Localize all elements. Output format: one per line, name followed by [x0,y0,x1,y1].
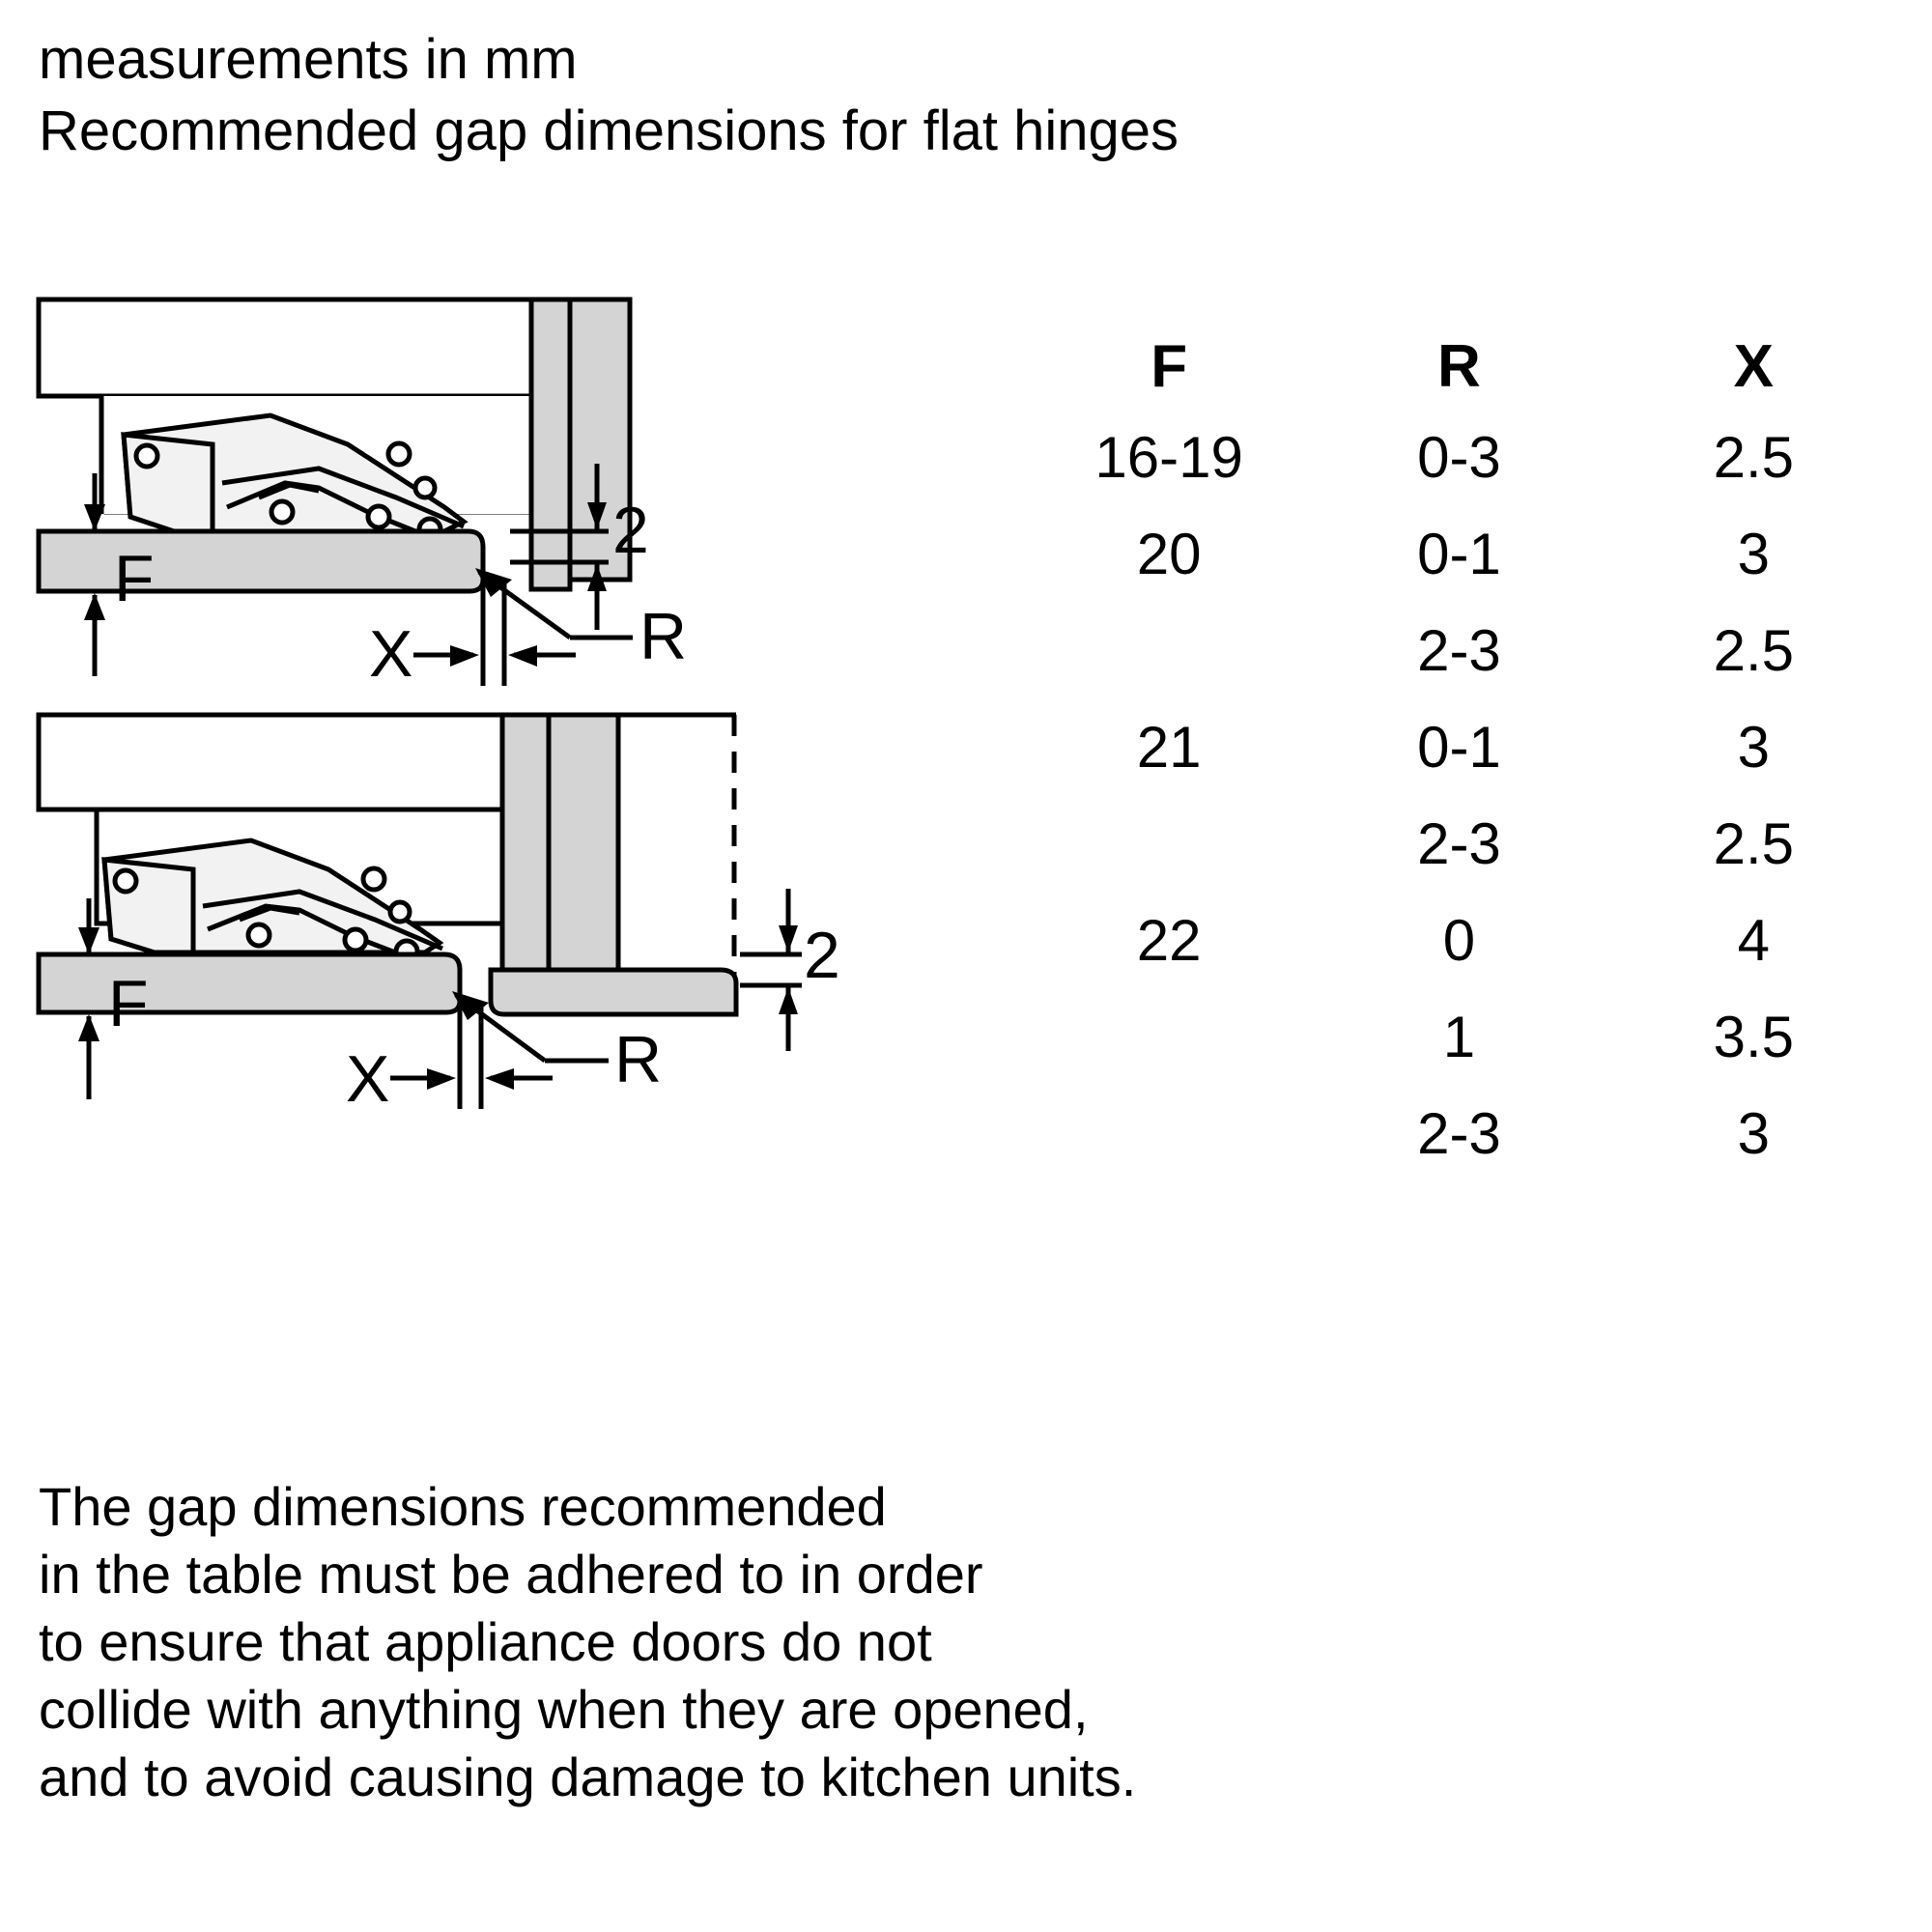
table-row [1024,796,1903,893]
footer-line1: The gap dimensions recommended [39,1476,887,1537]
label-gap-2-top: 2 [612,494,649,567]
cell-f [1024,603,1314,699]
label-r-bottom: R [614,1023,663,1096]
cell-x: 3 [1737,521,1770,586]
cell-f: 21 [1136,714,1202,780]
footer-line3: to ensure that appliance doors do not [39,1611,932,1672]
hinge-diagram-svg [29,290,918,1352]
cell-r: 2-3 [1417,1100,1501,1166]
table-row [1024,1086,1903,1182]
label-gap-2-bottom: 2 [804,919,840,992]
table-row [1024,893,1903,989]
cell-r: 0-3 [1417,424,1501,490]
cell-x: 3 [1737,714,1770,780]
table-row [1024,410,1903,506]
column-header-f: F [1151,332,1188,400]
label-f-top: F [114,542,155,615]
table-header-row [1024,319,1903,410]
cell-f [1024,989,1314,1086]
footer-line4: collide with anything when they are opened, [39,1679,1089,1740]
cell-f: 20 [1136,521,1202,586]
cell-r: 0-1 [1417,714,1501,780]
column-header-x: X [1733,332,1774,400]
cell-r: 1 [1442,1004,1476,1069]
cell-x: 3.5 [1713,1004,1794,1069]
cell-f [1024,1086,1314,1182]
table-row [1024,603,1903,699]
cell-f: 16-19 [1094,424,1243,490]
diagram-bottom [39,715,802,1109]
cell-r: 0-1 [1417,521,1501,586]
cell-x: 4 [1737,907,1770,973]
label-x-bottom: X [346,1042,390,1116]
page-title-line1: measurements in mm [39,28,578,91]
label-r-top: R [639,600,688,673]
label-f-bottom: F [108,967,149,1040]
cell-r: 2-3 [1417,617,1501,683]
footer-line5: and to avoid causing damage to kitchen units. [39,1747,1137,1807]
cell-x: 2.5 [1713,617,1794,683]
footer-line2: in the table must be adhered to in order [39,1544,983,1605]
cell-f [1024,796,1314,893]
label-x-top: X [369,617,413,691]
cell-r: 2-3 [1417,810,1501,876]
table-row [1024,506,1903,603]
cell-x: 2.5 [1713,424,1794,490]
cell-f: 22 [1136,907,1202,973]
table-row [1024,699,1903,796]
footer-note [39,1473,1903,1811]
hinge-diagrams [29,290,918,1352]
cell-r: 0 [1442,907,1476,973]
page-title-line2: Recommended gap dimensions for flat hinges [39,99,1179,162]
cell-x: 2.5 [1713,810,1794,876]
diagram-top [39,299,633,686]
table-row [1024,989,1903,1086]
gap-dimension-table [1024,319,1903,1217]
cell-x: 3 [1737,1100,1770,1166]
column-header-r: R [1437,332,1481,400]
